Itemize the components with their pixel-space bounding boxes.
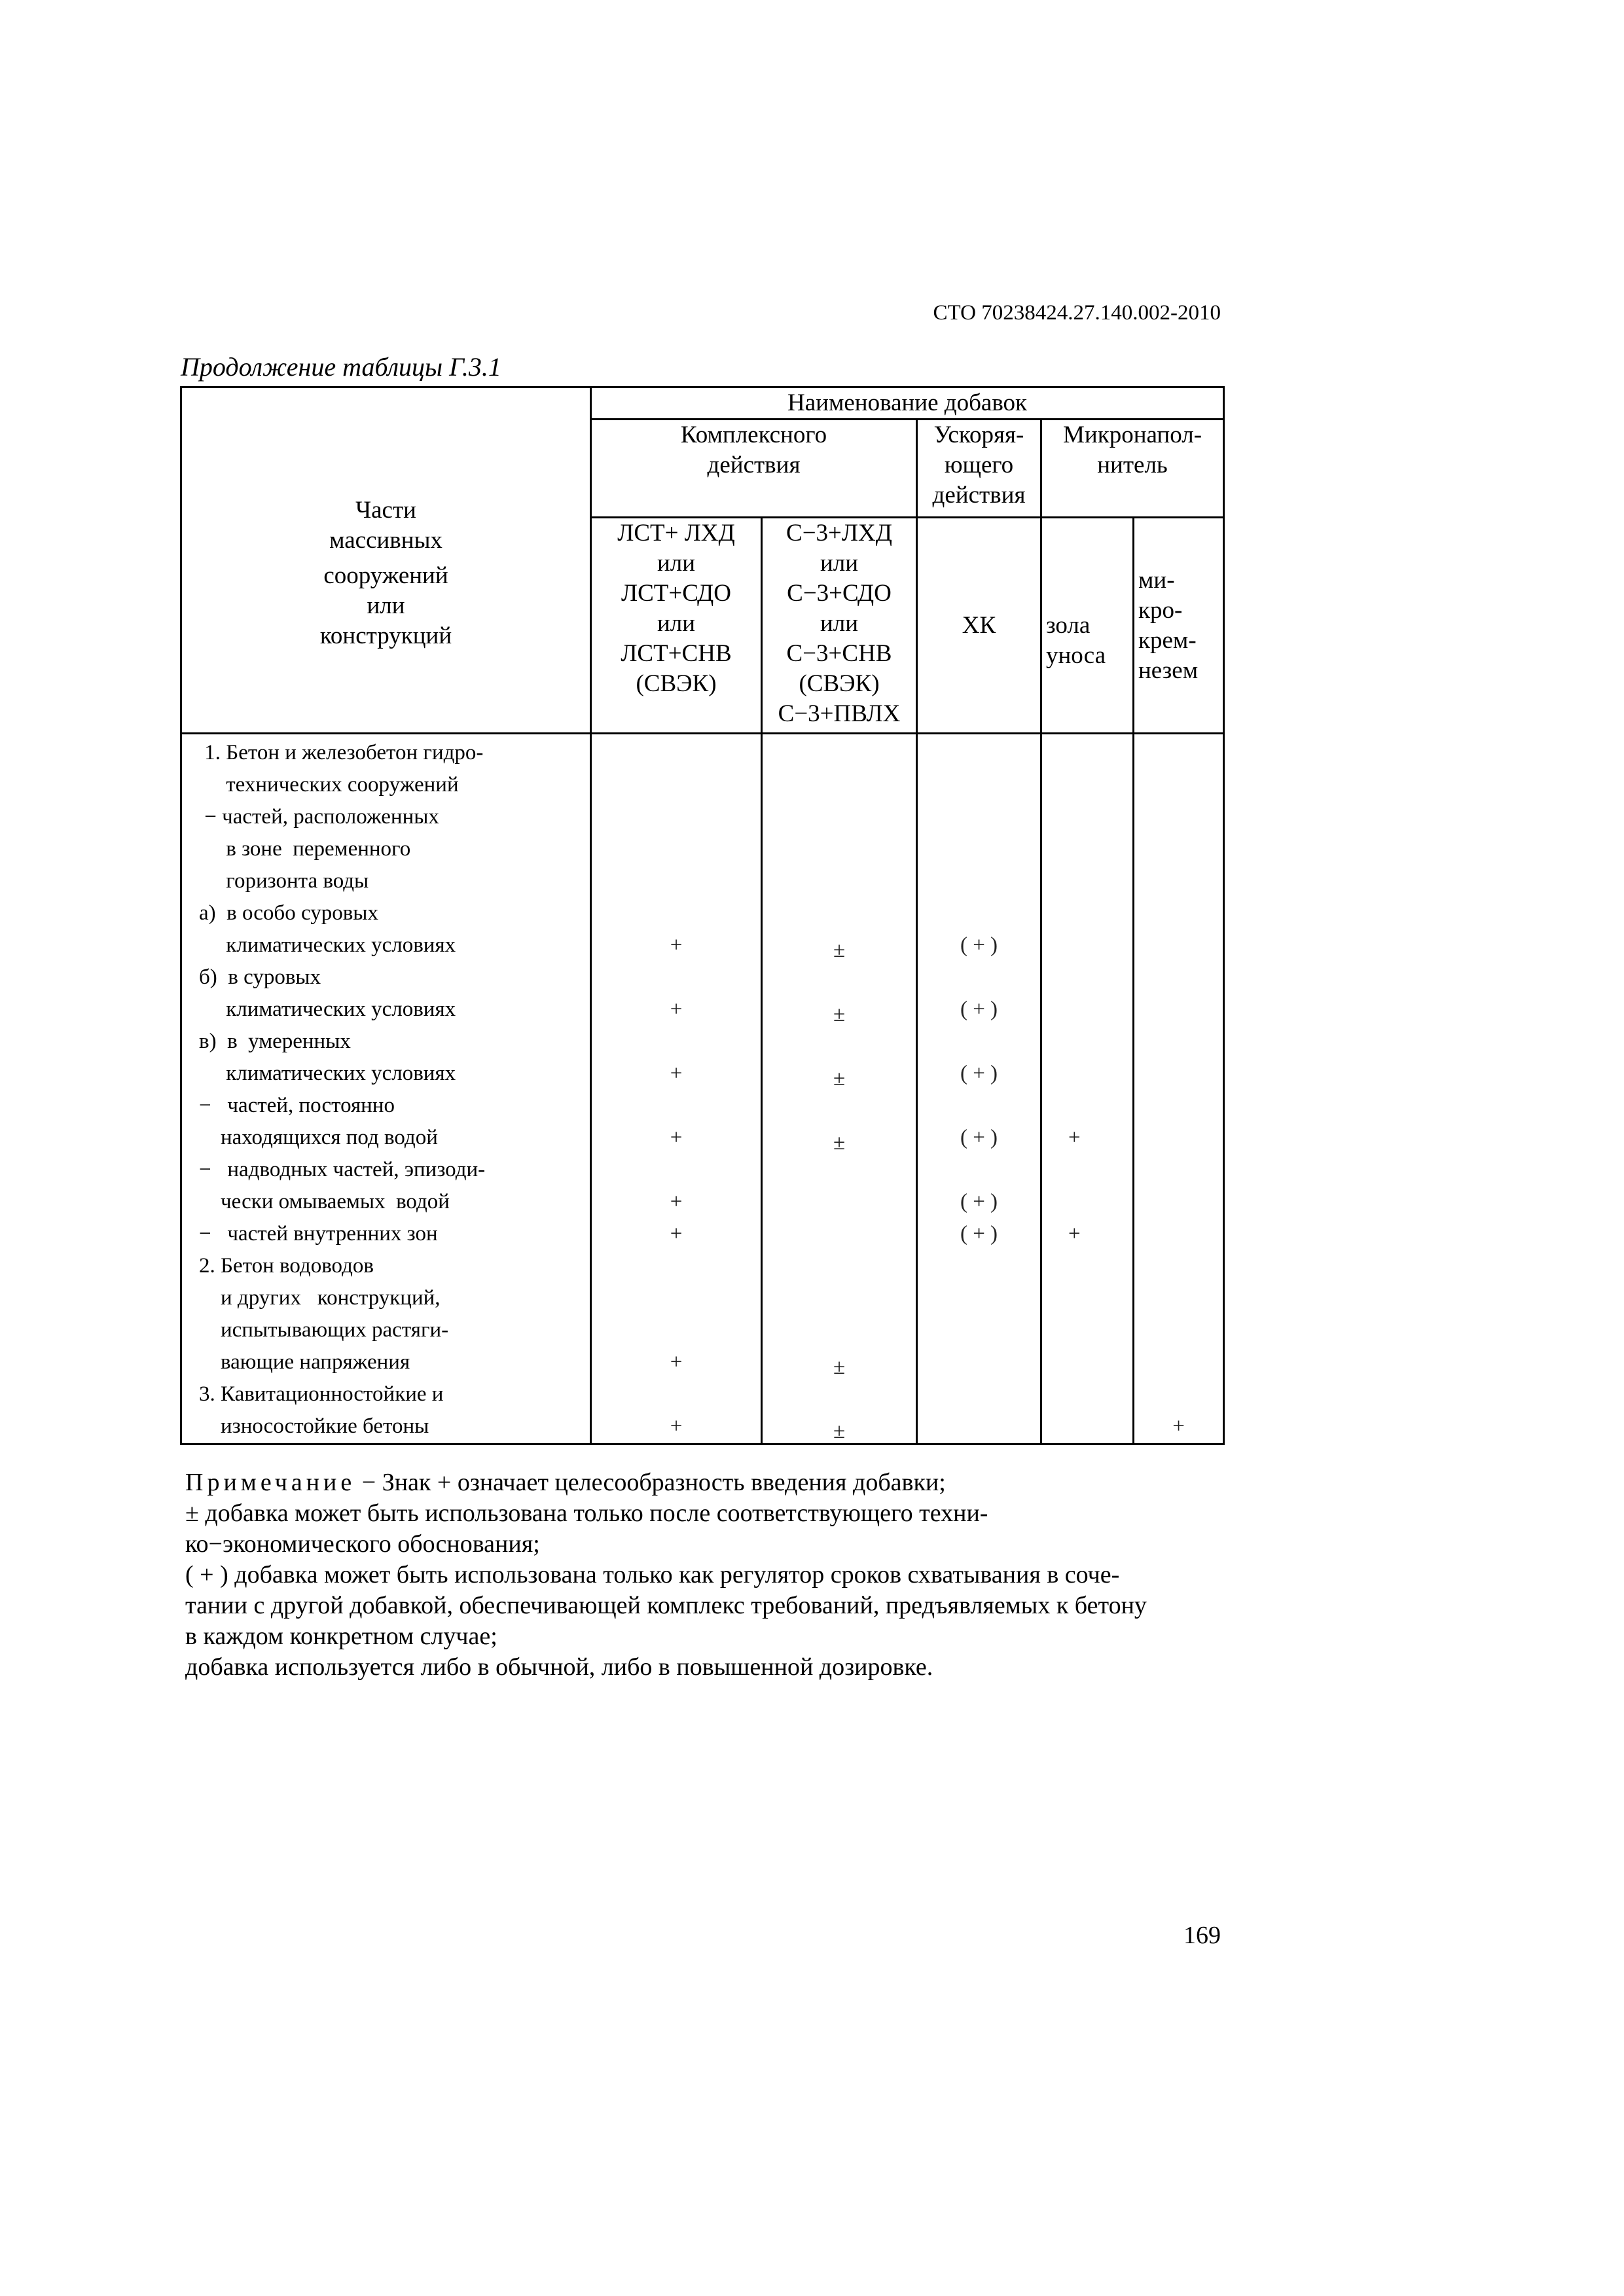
note-line-1-text: − Знак + означает целесообразность введения добавки;	[355, 1469, 946, 1496]
header-line: нитель	[1097, 452, 1168, 478]
table-caption: Продолжение таблицы Г.3.1	[181, 352, 501, 382]
microfiller-text	[1042, 420, 1223, 480]
additives-table	[180, 386, 1225, 1445]
header-line: кро-	[1138, 596, 1183, 624]
header-line: ЛСТ+СНВ	[621, 640, 732, 667]
s3-mark: ±	[833, 1003, 846, 1026]
body-text-line: − частей внутренних зон	[199, 1222, 438, 1246]
header-line: Ускоряя-	[933, 422, 1024, 448]
lst-mark: +	[670, 997, 683, 1021]
body-text-line: в зоне переменного	[199, 837, 411, 861]
header-structure-parts-text	[182, 495, 590, 651]
body-text-line: технических сооружений	[199, 773, 459, 797]
body-text-line: климатических условиях	[199, 1062, 456, 1085]
xk-mark: ( + )	[960, 1062, 998, 1085]
body-ash-marks	[1041, 734, 1134, 1444]
body-text-line: 3. Кавитационностойкие и	[199, 1382, 444, 1406]
xk-mark: ( + )	[960, 997, 998, 1021]
header-line: ЛСТ+ ЛХД	[617, 520, 735, 547]
header-line: крем-	[1138, 626, 1197, 654]
note-line-6: в каждом конкретном случае;	[185, 1623, 497, 1650]
body-text-line: − частей, расположенных	[199, 805, 439, 829]
header-line: конструкций	[319, 622, 452, 649]
body-text-line: испытывающих растяги-	[199, 1318, 449, 1342]
s3-mark: ±	[833, 1355, 846, 1379]
note-line-2: ± добавка может быть использована только после соответствующего техни-	[185, 1499, 988, 1527]
header-line: С−3+СНВ	[786, 640, 892, 667]
body-text-line: износостойкие бетоны	[199, 1414, 429, 1438]
xk-mark: ( + )	[960, 1222, 998, 1246]
body-text-line: климатических условиях	[199, 997, 456, 1021]
header-line: массивных	[329, 527, 442, 554]
header-line: действия	[707, 452, 801, 478]
header-line: уноса	[1046, 641, 1106, 669]
body-silica-marks	[1134, 734, 1224, 1444]
body-text-line: находящихся под водой	[199, 1126, 438, 1149]
xk-mark: ( + )	[960, 933, 998, 957]
body-text-line: 2. Бетон водоводов	[199, 1254, 374, 1278]
fly-ash-text	[1046, 611, 1132, 671]
header-complex-action	[591, 420, 917, 518]
complex-action-text	[592, 420, 916, 480]
body-structure-parts	[181, 734, 591, 1444]
note-line-7: добавка используется либо в обычной, либо в повышенной дозировке.	[185, 1653, 933, 1681]
header-microsilica	[1134, 518, 1224, 734]
s3-mark: ±	[833, 939, 846, 962]
header-line: С−3+ЛХД	[786, 520, 892, 547]
header-fly-ash	[1041, 518, 1134, 734]
header-line: (СВЭК)	[636, 670, 717, 697]
header-line: С−3+СДО	[787, 580, 892, 607]
lst-mark: +	[670, 1222, 683, 1246]
page-number: 169	[1183, 1922, 1221, 1949]
s3-mark: ±	[833, 1420, 846, 1443]
ash-mark: +	[1068, 1126, 1081, 1149]
lst-mark: +	[670, 1126, 683, 1149]
body-text-line: а) в особо суровых	[199, 901, 378, 925]
body-text-line: − надводных частей, эпизоди-	[199, 1158, 486, 1181]
lst-mark: +	[670, 1350, 683, 1374]
body-text-line: в) в умеренных	[199, 1030, 351, 1053]
note-line-3: ко−экономического обоснования;	[185, 1530, 540, 1558]
header-line: зола	[1046, 611, 1091, 639]
body-lst-marks	[591, 734, 762, 1444]
xk-mark: ( + )	[960, 1126, 998, 1149]
note-line-4: ( + ) добавка может быть использована только как регулятор сроков схватывания в соче-	[185, 1561, 1120, 1588]
header-line: или	[820, 610, 859, 637]
body-text-line: − частей, постоянно	[199, 1094, 395, 1117]
header-line: ми-	[1138, 566, 1175, 594]
header-line: или	[657, 610, 696, 637]
body-xk-marks	[917, 734, 1041, 1444]
ash-mark: +	[1068, 1222, 1081, 1246]
s3-mark: ±	[833, 1131, 846, 1155]
header-line: действия	[932, 482, 1026, 509]
header-line: сооружений	[323, 562, 448, 589]
lst-mark: +	[670, 933, 683, 957]
lst-mark: +	[670, 1414, 683, 1438]
note-label: Примечание	[185, 1469, 356, 1496]
header-xk	[917, 518, 1041, 734]
header-line: Микронапол-	[1063, 422, 1202, 448]
body-text-line: 1. Бетон и железобетон гидро-	[199, 741, 484, 764]
body-text-line: б) в суровых	[199, 965, 321, 989]
header-line: или	[657, 550, 696, 577]
xk-mark: ( + )	[960, 1190, 998, 1213]
note-line-1	[185, 1467, 1233, 1498]
silica-mark: +	[1172, 1414, 1185, 1438]
header-line: или	[367, 592, 405, 619]
header-lst	[591, 518, 762, 734]
body-s3-marks	[762, 734, 917, 1444]
xk-text: ХК	[962, 611, 996, 639]
header-structure-parts	[181, 387, 591, 734]
body-text-line: климатических условиях	[199, 933, 456, 957]
body-text-line: и других конструкций,	[199, 1286, 441, 1310]
header-line: ющего	[944, 452, 1014, 478]
header-additives-name: Наименование добавок	[591, 387, 1224, 420]
body-text-line: чески омываемых водой	[199, 1190, 450, 1213]
microsilica-text	[1138, 565, 1223, 686]
header-microfiller	[1041, 420, 1224, 518]
header-s3	[762, 518, 917, 734]
header-line: ЛСТ+СДО	[621, 580, 732, 607]
header-line: незем	[1138, 656, 1199, 684]
lst-mark: +	[670, 1062, 683, 1085]
header-line: С−3+ПВЛХ	[778, 700, 901, 727]
lst-mark: +	[670, 1190, 683, 1213]
table-note	[185, 1467, 1233, 1683]
s3-mark: ±	[833, 1067, 846, 1090]
header-accelerating	[917, 420, 1041, 518]
header-line: или	[820, 550, 859, 577]
body-text-line: горизонта воды	[199, 869, 369, 893]
s3-text	[763, 518, 916, 729]
lst-text	[592, 518, 761, 699]
document-code: СТО 70238424.27.140.002-2010	[933, 301, 1221, 325]
note-line-5: тании с другой добавкой, обеспечивающей комплекс требований, предъявляемых к бетону	[185, 1592, 1147, 1619]
header-line: Части	[355, 497, 416, 524]
accelerating-text	[918, 420, 1040, 511]
header-line: Комплексного	[680, 422, 827, 448]
header-line: (СВЭК)	[799, 670, 880, 697]
body-text-line: вающие напряжения	[199, 1350, 410, 1374]
